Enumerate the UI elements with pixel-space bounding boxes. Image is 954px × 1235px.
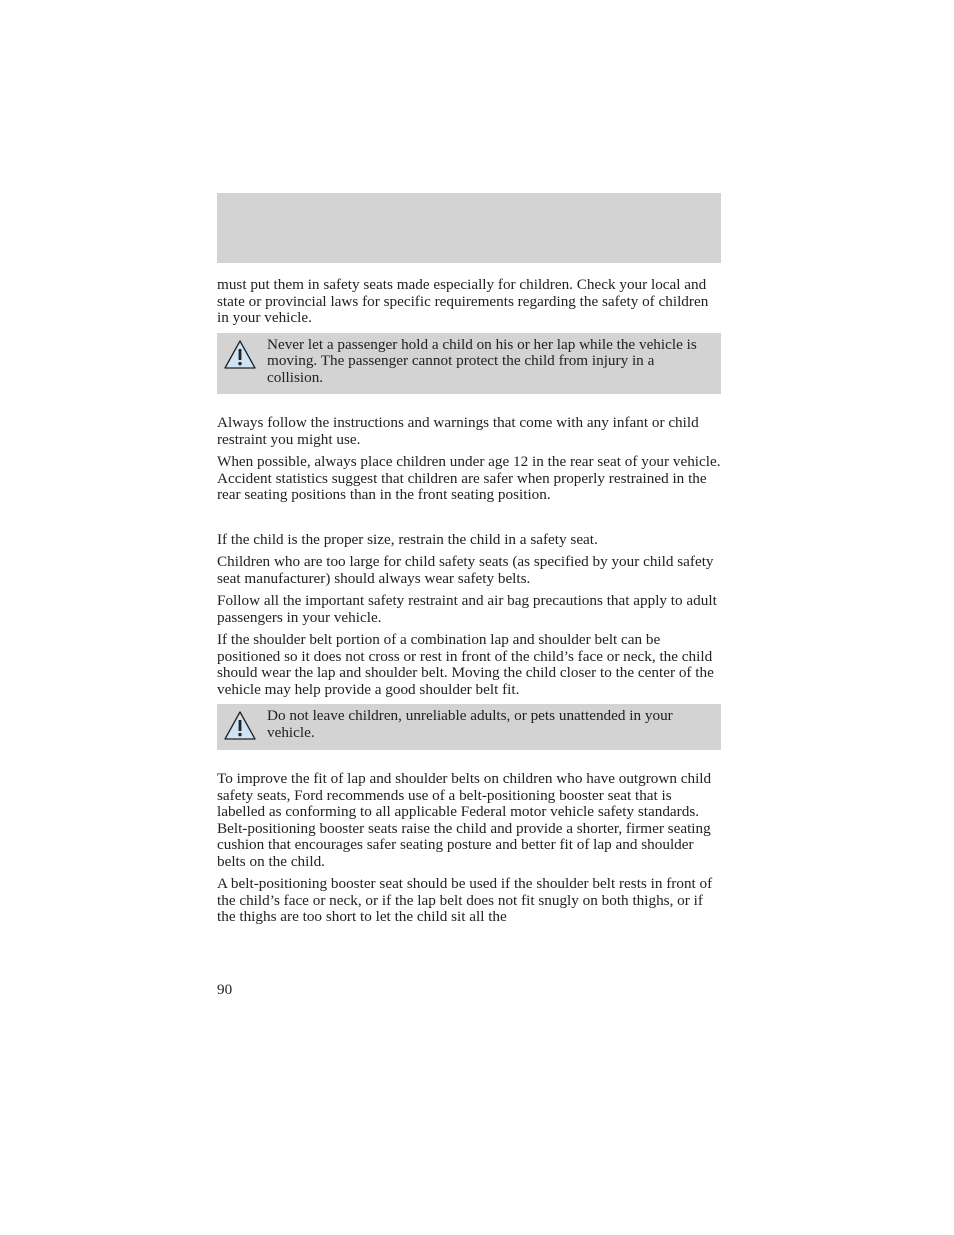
proper-size-paragraph: If the child is the proper size, restrain the child in a safety seat. [217,530,598,548]
too-large-paragraph: Children who are too large for child safety seats (as specified by your child safety seat manufacturer) should always wear safety belts. [217,553,714,587]
page-number: 90 [217,981,233,998]
warning-text-lap: Never let a passenger hold a child on his or her lap while the vehicle is moving. The passenger cannot protect the child from injury in a collision. [267,335,697,386]
warning-triangle-icon [224,710,256,742]
rear-seat-paragraph: When possible, always place children under age 12 in the rear seat of your vehicle. Accident statistics suggest that children are safer when properly restrained in the rear seating positions than in the front seating position. [217,453,721,503]
warning-box-lap [217,333,721,395]
page-content [217,277,723,932]
booster-seat-paragraph: To improve the fit of lap and shoulder belts on children who have outgrown child safety seats, Ford recommends use of a belt-positioning booster seat that is labelled as conforming to all applicable Federal motor vehicle safety standards. Belt-positioning booster seats raise the child and provide a shorter, firmer seating cushion that encourages safer seating posture and better fit of lap and shoulder belts on the child. [217,770,712,870]
instructions-paragraph: Always follow the instructions and warnings that come with any infant or child restraint you might use. [217,414,699,448]
booster-usage-paragraph: A belt-positioning booster seat should be used if the shoulder belt rests in front of the child’s face or neck, or if the lap belt does not fit snugly on both thighs, or if the thighs are too short to let the child sit all the [217,875,713,925]
warning-box-unattended [217,704,721,750]
intro-paragraph: must put them in safety seats made especially for children. Check your local and state or provincial laws for specific requirements regarding the safety of children in your vehicle. [217,276,709,326]
page-header-band [217,193,721,263]
warning-text-unattended: Do not leave children, unreliable adults, or pets unattended in your vehicle. [267,707,673,741]
shoulder-belt-paragraph: If the shoulder belt portion of a combination lap and shoulder belt can be positioned so it does not cross or rest in front of the child’s face or neck, the child should wear the lap and shoulder belt. Moving the child closer to the center of the vehicle may help provide a good shoulder belt fit. [217,631,714,698]
precautions-paragraph: Follow all the important safety restraint and air bag precautions that apply to adult passengers in your vehicle. [217,592,717,626]
warning-triangle-icon [224,339,256,371]
